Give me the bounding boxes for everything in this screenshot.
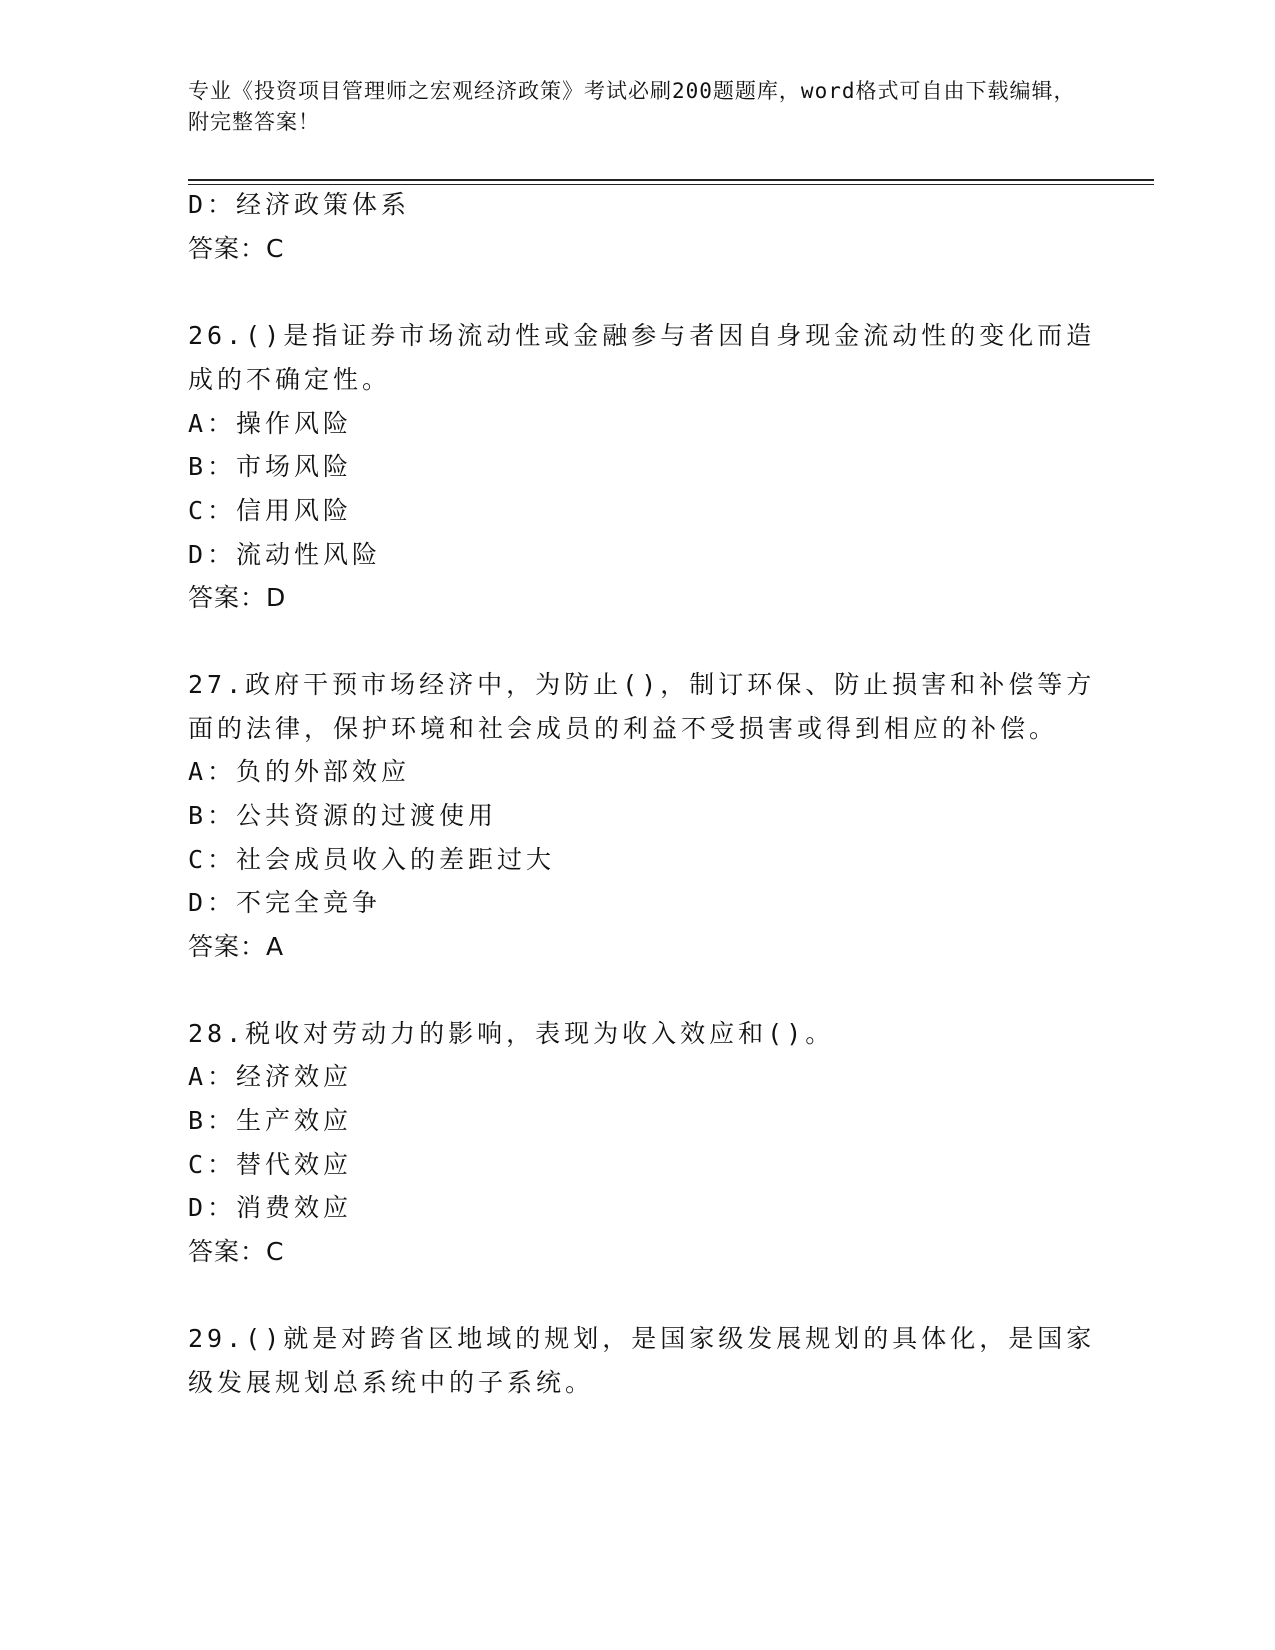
question-27-option-c: C：社会成员收入的差距过大 <box>188 845 556 874</box>
question-27-option-d: D：不完全竞争 <box>188 888 382 917</box>
question-26-text-line-1: 26.()是指证券市场流动性或金融参与者因自身现金流动性的变化而造 <box>188 321 1096 350</box>
question-27-option-a: A：负的外部效应 <box>188 757 411 786</box>
header-divider <box>188 179 1154 181</box>
question-27-option-b: B：公共资源的过渡使用 <box>188 801 498 830</box>
prev-question-option-d: D：经济政策体系 <box>188 190 411 219</box>
question-28-text-line-1: 28.税收对劳动力的影响，表现为收入效应和()。 <box>188 1019 835 1048</box>
question-26-option-a: A：操作风险 <box>188 409 353 438</box>
question-26-answer: 答案：D <box>188 583 287 612</box>
question-26-text-line-2: 成的不确定性。 <box>188 365 392 394</box>
question-28-option-c: C：替代效应 <box>188 1150 353 1179</box>
question-27-text-line-1: 27.政府干预市场经济中，为防止()，制订环保、防止损害和补偿等方 <box>188 670 1096 699</box>
prev-question-answer: 答案：C <box>188 234 285 263</box>
question-28-option-b: B：生产效应 <box>188 1106 353 1135</box>
question-29-text-line-1: 29.()就是对跨省区地域的规划，是国家级发展规划的具体化，是国家 <box>188 1324 1096 1353</box>
question-27-text-line-2: 面的法律，保护环境和社会成员的利益不受损害或得到相应的补偿。 <box>188 714 1059 743</box>
question-27-answer: 答案：A <box>188 932 285 961</box>
question-26-option-c: C：信用风险 <box>188 496 353 525</box>
question-26-option-d: D：流动性风险 <box>188 540 382 569</box>
question-29-text-line-2: 级发展规划总系统中的子系统。 <box>188 1368 595 1397</box>
question-26-option-b: B：市场风险 <box>188 452 353 481</box>
header-divider-thin <box>188 184 1154 185</box>
question-28-answer: 答案：C <box>188 1237 285 1266</box>
document-header: 专业《投资项目管理师之宏观经济政策》考试必刷200题题库，word格式可自由下载编辑，附完整答案！ <box>188 79 1076 134</box>
question-28-option-a: A：经济效应 <box>188 1062 353 1091</box>
question-28-option-d: D：消费效应 <box>188 1193 353 1222</box>
